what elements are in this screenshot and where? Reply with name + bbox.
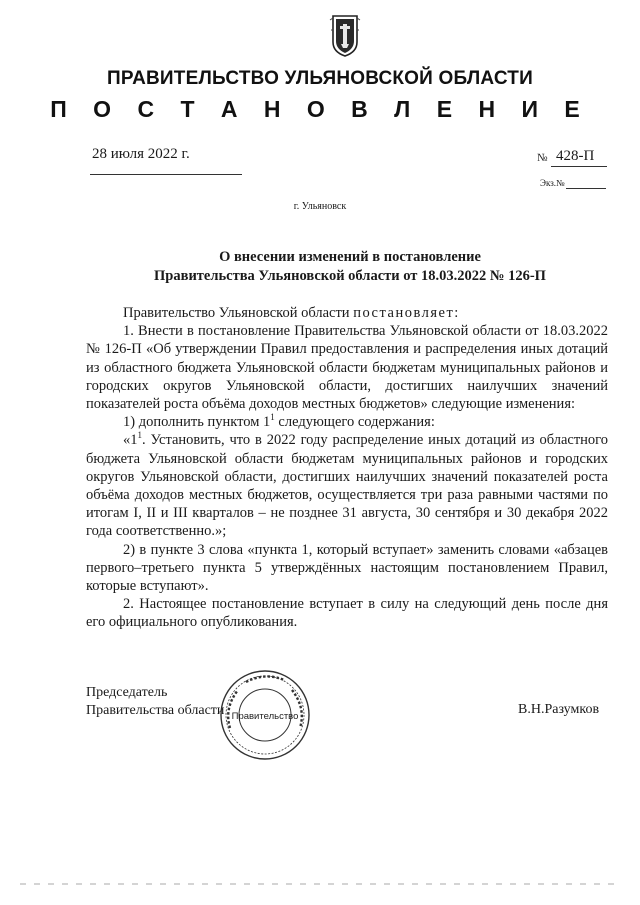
quote-text: . Установить, что в 2022 году распределение иных дотаций из областного бюджета Ульяновской области бюджетам муниципальных районов и городских округов Ульяновской области, достигших наилучших значений показателей роста объёма доходов местных бюджетов, осуществляется три раза равными частями по итогам I, II и III кварталов – не позднее 31 августа, 30 сентября и 30 декабря 2022 года соответственно.»; xyxy=(86,432,608,540)
document-number: 428-П xyxy=(556,148,595,164)
preamble-verb: постановляет: xyxy=(353,305,460,321)
number-underline xyxy=(551,166,607,167)
copy-number-underline xyxy=(566,188,606,189)
quote-prefix: «1 xyxy=(123,432,138,449)
preamble xyxy=(86,304,608,322)
item-1-2: 2) в пункте 3 слова «пункта 1, который вступает» заменить словами «абзацев первого–третьего пункта 5 утверждённых настоящим постановлением Правил, которые вступают». xyxy=(86,541,608,595)
position-line-1: Председатель xyxy=(86,685,168,700)
item-1: 1. Внести в постановление Правительства Ульяновской области от 18.03.2022 № 126-П «Об утверждении Правил предоставления и распределения иных дотаций из областного бюджета Ульяновской области бюджетам муниципальных районов и городских округов Ульяновской области, достигших наилучших значений показателей роста объёма доходов местных бюджетов» следующие изменения: xyxy=(86,323,608,413)
item-2: 2. Настоящее постановление вступает в силу на следующий день после дня его официального опубликования. xyxy=(86,596,608,631)
document-date: 28 июля 2022 г. xyxy=(92,146,190,162)
position-line-2: Правительства области xyxy=(86,703,225,718)
organization-title: ПРАВИТЕЛЬСТВО УЛЬЯНОВСКОЙ ОБЛАСТИ xyxy=(107,68,533,89)
preamble-prefix: Правительство Ульяновской области xyxy=(123,305,354,321)
subject-line-1: О внесении изменений в постановление xyxy=(219,249,481,265)
document-body xyxy=(86,304,608,632)
signatory-position xyxy=(86,684,224,720)
document-type: П О С Т А Н О В Л Е Н И Е xyxy=(50,96,590,122)
subject-line-2: Правительства Ульяновской области от 18.03.2022 № 126-П xyxy=(154,268,546,284)
copy-number-label: Экз.№ xyxy=(540,178,565,188)
quote-sup: 1 xyxy=(137,430,142,441)
item-1-1 xyxy=(86,413,608,431)
signatory-name: В.Н.Разумков xyxy=(518,702,600,717)
number-label: № xyxy=(537,152,548,164)
coat-of-arms-icon xyxy=(329,14,361,58)
item-1-1-prefix: 1) дополнить пунктом 1 xyxy=(123,414,271,431)
quoted-clause xyxy=(86,431,608,540)
document-subject xyxy=(60,248,640,286)
stamp-text: Правительство xyxy=(231,711,299,722)
city: г. Ульяновск xyxy=(293,201,347,212)
date-underline xyxy=(90,174,242,175)
scan-noise-divider xyxy=(20,882,620,886)
item-1-1-sup: 1 xyxy=(270,412,275,423)
official-stamp-icon xyxy=(218,668,312,762)
item-1-1-suffix: следующего содержания: xyxy=(274,414,435,431)
